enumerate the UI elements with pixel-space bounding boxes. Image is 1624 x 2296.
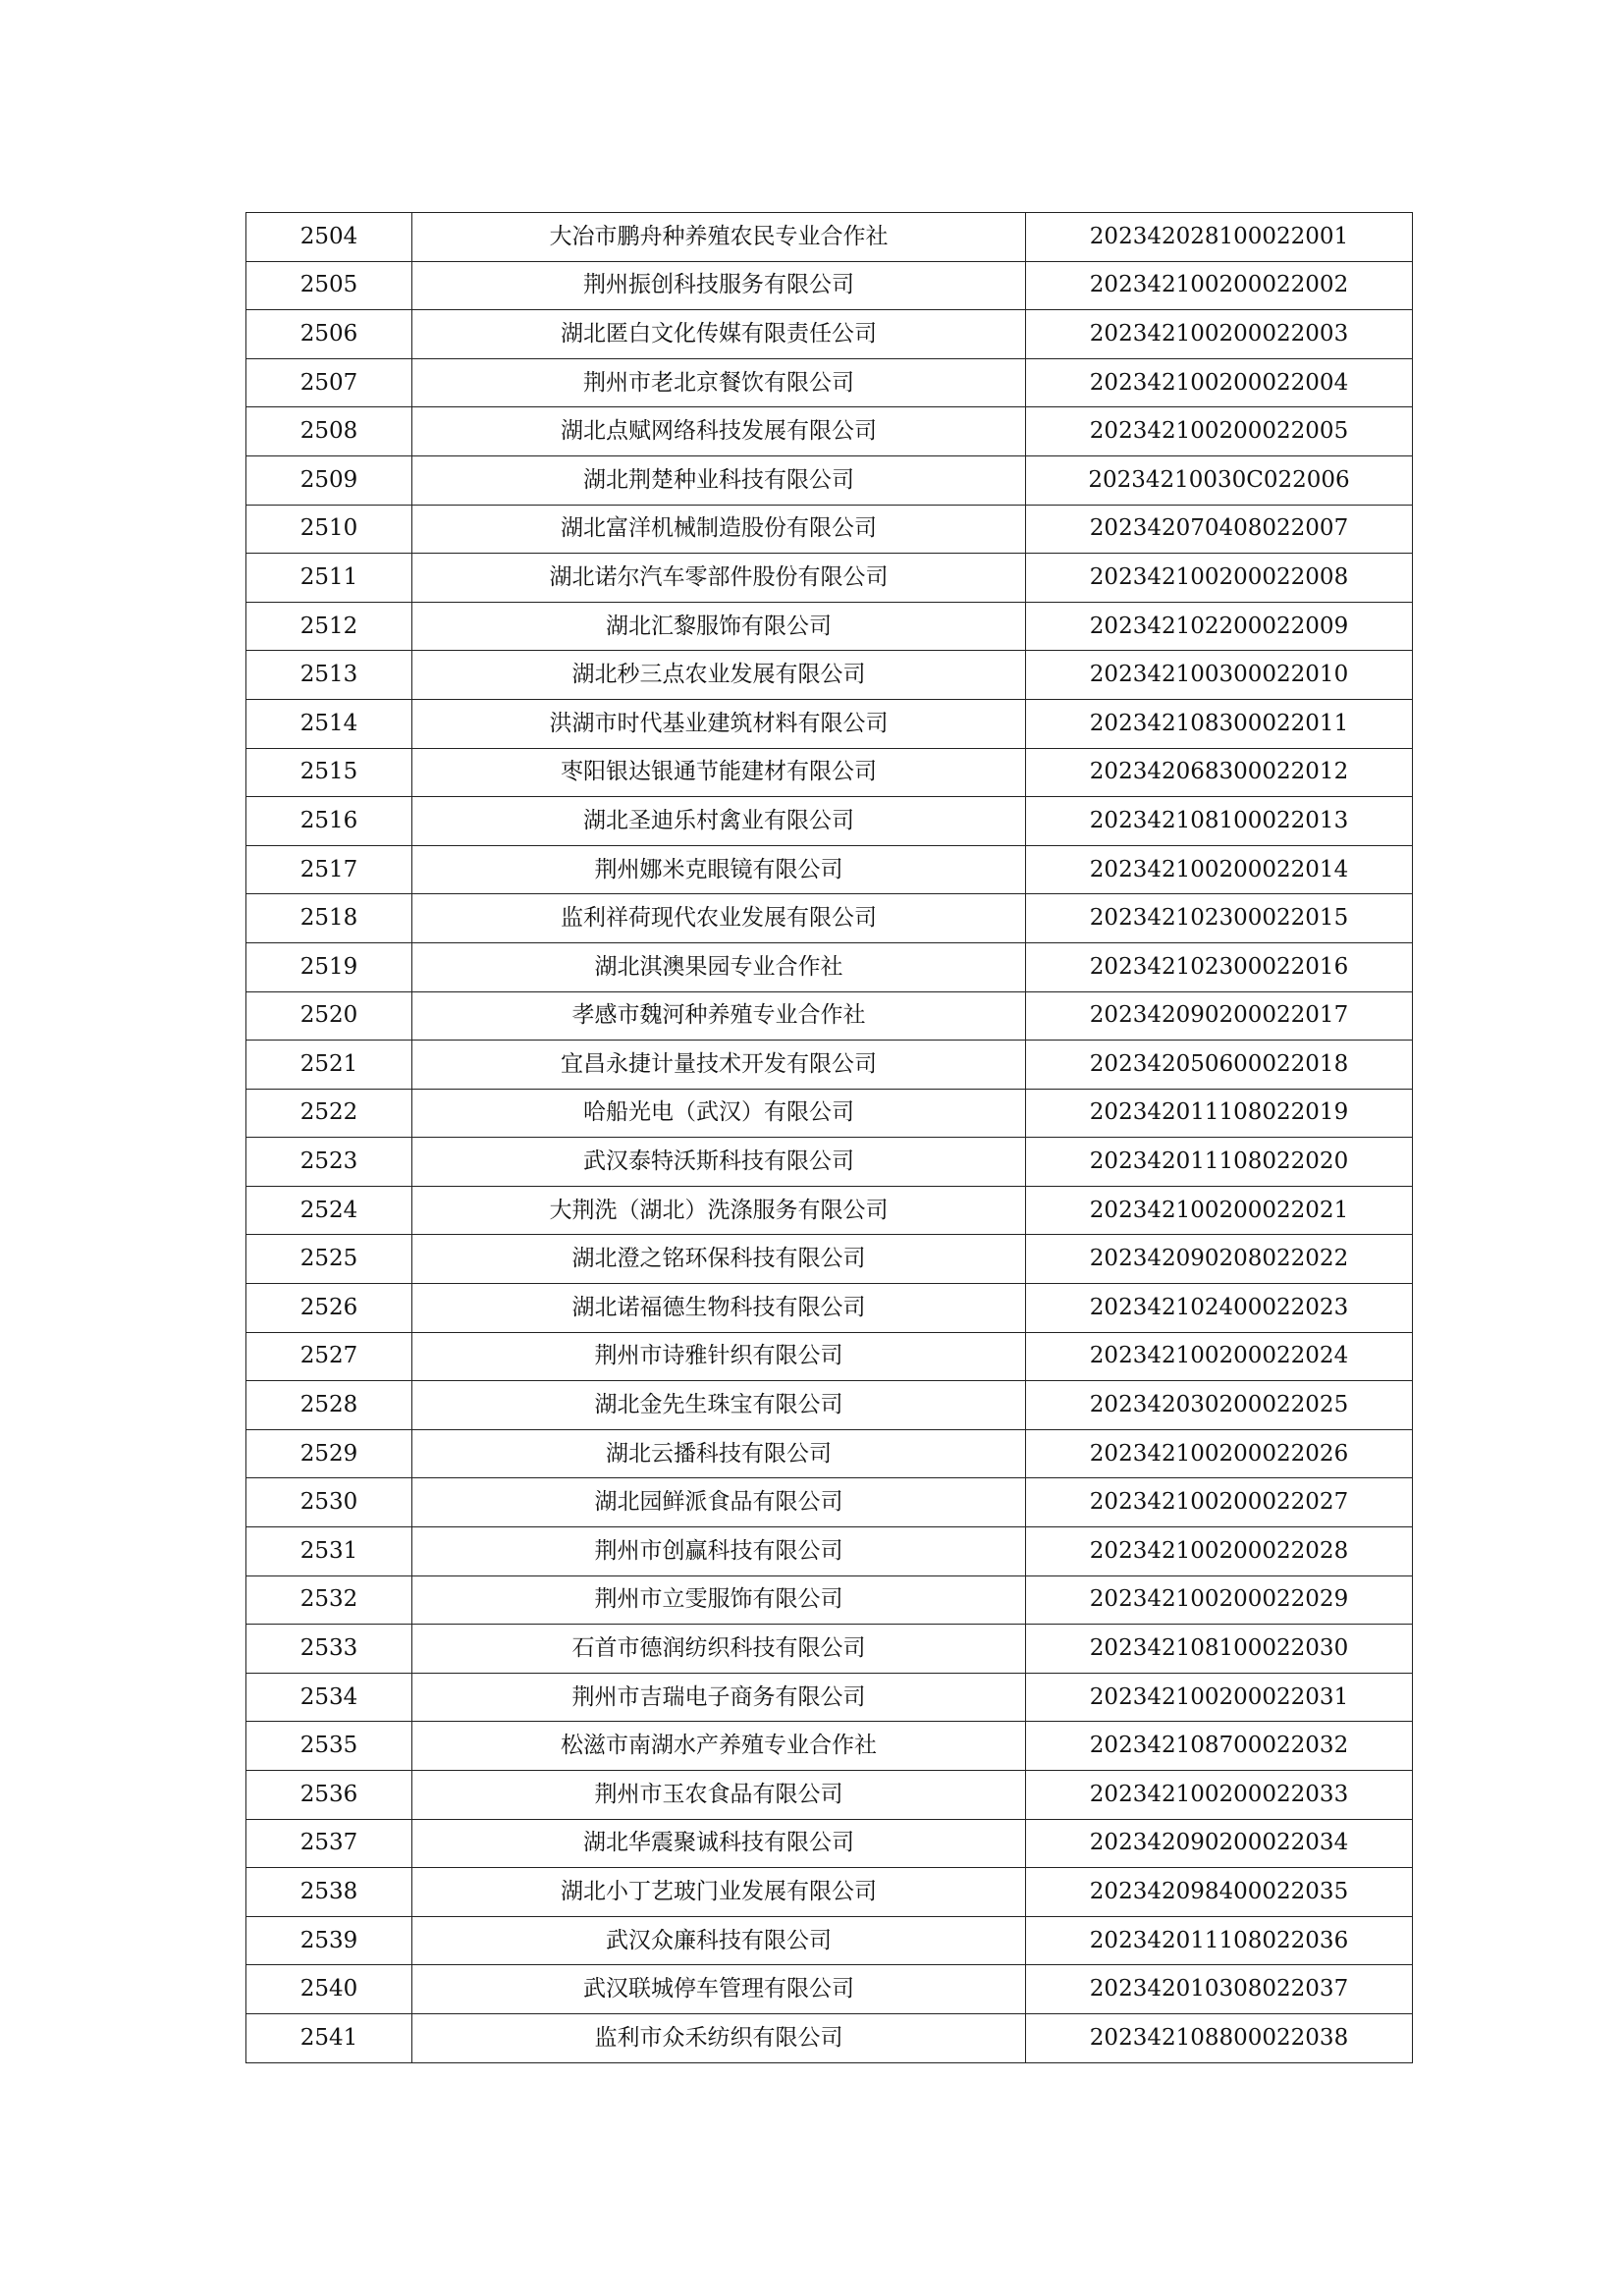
table-row <box>246 1235 1413 1284</box>
registration-code-cell: 20234210030C022006 <box>1026 455 1413 505</box>
registration-code-cell: 202342090200022017 <box>1026 991 1413 1041</box>
registration-code-cell: 202342100200022005 <box>1026 407 1413 456</box>
registration-code-cell: 202342100200022002 <box>1026 261 1413 310</box>
registration-code-cell: 202342011108022020 <box>1026 1138 1413 1187</box>
table-row <box>246 1332 1413 1381</box>
company-name-cell: 大荆洗（湖北）洗涤服务有限公司 <box>412 1186 1026 1235</box>
registration-code-cell: 202342108800022038 <box>1026 2013 1413 2062</box>
row-number-cell: 2532 <box>246 1575 412 1625</box>
registration-code-cell: 202342098400022035 <box>1026 1868 1413 1917</box>
company-name-cell: 荆州娜米克眼镜有限公司 <box>412 845 1026 894</box>
company-name-cell: 湖北云播科技有限公司 <box>412 1429 1026 1478</box>
row-number-cell: 2522 <box>246 1089 412 1138</box>
registration-code-cell: 202342100200022003 <box>1026 310 1413 359</box>
row-number-cell: 2510 <box>246 505 412 554</box>
table-row <box>246 1722 1413 1771</box>
table-row <box>246 1478 1413 1527</box>
company-name-cell: 湖北圣迪乐村禽业有限公司 <box>412 797 1026 846</box>
registration-code-cell: 202342102200022009 <box>1026 602 1413 651</box>
company-name-cell: 荆州市吉瑞电子商务有限公司 <box>412 1673 1026 1722</box>
table-row <box>246 1673 1413 1722</box>
company-name-cell: 孝感市魏河种养殖专业合作社 <box>412 991 1026 1041</box>
company-name-cell: 荆州振创科技服务有限公司 <box>412 261 1026 310</box>
table-row <box>246 699 1413 748</box>
company-name-cell: 荆州市玉农食品有限公司 <box>412 1771 1026 1820</box>
company-name-cell: 荆州市创赢科技有限公司 <box>412 1527 1026 1576</box>
registration-code-cell: 202342100200022008 <box>1026 554 1413 603</box>
table-row <box>246 894 1413 943</box>
registration-code-cell: 202342011108022019 <box>1026 1089 1413 1138</box>
company-name-cell: 石首市德润纺织科技有限公司 <box>412 1625 1026 1674</box>
company-name-cell: 监利祥荷现代农业发展有限公司 <box>412 894 1026 943</box>
registration-code-cell: 202342102400022023 <box>1026 1284 1413 1333</box>
table-row <box>246 991 1413 1041</box>
row-number-cell: 2506 <box>246 310 412 359</box>
row-number-cell: 2538 <box>246 1868 412 1917</box>
row-number-cell: 2516 <box>246 797 412 846</box>
company-name-cell: 武汉众廉科技有限公司 <box>412 1916 1026 1965</box>
row-number-cell: 2539 <box>246 1916 412 1965</box>
table-row <box>246 1575 1413 1625</box>
registration-code-cell: 202342010308022037 <box>1026 1965 1413 2014</box>
company-name-cell: 荆州市老北京餐饮有限公司 <box>412 358 1026 407</box>
row-number-cell: 2533 <box>246 1625 412 1674</box>
row-number-cell: 2518 <box>246 894 412 943</box>
table-row <box>246 1041 1413 1090</box>
row-number-cell: 2511 <box>246 554 412 603</box>
row-number-cell: 2536 <box>246 1771 412 1820</box>
registration-code-cell: 202342030200022025 <box>1026 1381 1413 1430</box>
row-number-cell: 2527 <box>246 1332 412 1381</box>
table-row <box>246 1916 1413 1965</box>
company-name-cell: 湖北汇黎服饰有限公司 <box>412 602 1026 651</box>
row-number-cell: 2541 <box>246 2013 412 2062</box>
registration-code-cell: 202342100200022014 <box>1026 845 1413 894</box>
table-row <box>246 2013 1413 2062</box>
table-row <box>246 213 1413 262</box>
company-name-cell: 湖北富洋机械制造股份有限公司 <box>412 505 1026 554</box>
row-number-cell: 2524 <box>246 1186 412 1235</box>
company-name-cell: 武汉泰特沃斯科技有限公司 <box>412 1138 1026 1187</box>
table-row <box>246 797 1413 846</box>
table-row <box>246 1527 1413 1576</box>
table-row <box>246 1771 1413 1820</box>
company-name-cell: 湖北诺福德生物科技有限公司 <box>412 1284 1026 1333</box>
company-name-cell: 大冶市鹏舟种养殖农民专业合作社 <box>412 213 1026 262</box>
table-row <box>246 455 1413 505</box>
company-name-cell: 湖北诺尔汽车零部件股份有限公司 <box>412 554 1026 603</box>
row-number-cell: 2537 <box>246 1819 412 1868</box>
row-number-cell: 2505 <box>246 261 412 310</box>
company-name-cell: 宜昌永捷计量技术开发有限公司 <box>412 1041 1026 1090</box>
company-name-cell: 湖北点赋网络科技发展有限公司 <box>412 407 1026 456</box>
registration-code-cell: 202342090208022022 <box>1026 1235 1413 1284</box>
table-row <box>246 1429 1413 1478</box>
row-number-cell: 2507 <box>246 358 412 407</box>
company-name-cell: 湖北秒三点农业发展有限公司 <box>412 651 1026 700</box>
company-name-cell: 武汉联城停车管理有限公司 <box>412 1965 1026 2014</box>
company-name-cell: 湖北荆楚种业科技有限公司 <box>412 455 1026 505</box>
row-number-cell: 2531 <box>246 1527 412 1576</box>
registration-code-cell: 202342050600022018 <box>1026 1041 1413 1090</box>
table-row <box>246 1965 1413 2014</box>
table-body <box>246 213 1413 2063</box>
registration-code-cell: 202342090200022034 <box>1026 1819 1413 1868</box>
registration-code-cell: 202342102300022016 <box>1026 942 1413 991</box>
registration-code-cell: 202342100200022026 <box>1026 1429 1413 1478</box>
row-number-cell: 2526 <box>246 1284 412 1333</box>
table-row <box>246 505 1413 554</box>
company-name-cell: 湖北匿白文化传媒有限责任公司 <box>412 310 1026 359</box>
registration-code-cell: 202342108100022030 <box>1026 1625 1413 1674</box>
row-number-cell: 2528 <box>246 1381 412 1430</box>
row-number-cell: 2534 <box>246 1673 412 1722</box>
company-registry-table <box>245 212 1413 2063</box>
row-number-cell: 2514 <box>246 699 412 748</box>
row-number-cell: 2508 <box>246 407 412 456</box>
row-number-cell: 2530 <box>246 1478 412 1527</box>
registration-code-cell: 202342108700022032 <box>1026 1722 1413 1771</box>
registration-code-cell: 202342102300022015 <box>1026 894 1413 943</box>
company-name-cell: 湖北金先生珠宝有限公司 <box>412 1381 1026 1430</box>
registration-code-cell: 202342100200022021 <box>1026 1186 1413 1235</box>
registration-code-cell: 202342100200022004 <box>1026 358 1413 407</box>
company-name-cell: 湖北华震聚诚科技有限公司 <box>412 1819 1026 1868</box>
company-name-cell: 湖北淇澳果园专业合作社 <box>412 942 1026 991</box>
registration-code-cell: 202342100200022031 <box>1026 1673 1413 1722</box>
registration-code-cell: 202342068300022012 <box>1026 748 1413 797</box>
company-name-cell: 湖北园鲜派食品有限公司 <box>412 1478 1026 1527</box>
table-row <box>246 1381 1413 1430</box>
table-row <box>246 407 1413 456</box>
table-row <box>246 1186 1413 1235</box>
table-row <box>246 1138 1413 1187</box>
row-number-cell: 2535 <box>246 1722 412 1771</box>
table-row <box>246 651 1413 700</box>
registration-code-cell: 202342028100022001 <box>1026 213 1413 262</box>
table-row <box>246 1089 1413 1138</box>
company-name-cell: 枣阳银达银通节能建材有限公司 <box>412 748 1026 797</box>
table-row <box>246 748 1413 797</box>
registration-code-cell: 202342011108022036 <box>1026 1916 1413 1965</box>
row-number-cell: 2521 <box>246 1041 412 1090</box>
table-row <box>246 602 1413 651</box>
registration-code-cell: 202342100300022010 <box>1026 651 1413 700</box>
row-number-cell: 2509 <box>246 455 412 505</box>
row-number-cell: 2504 <box>246 213 412 262</box>
table-row <box>246 1284 1413 1333</box>
row-number-cell: 2525 <box>246 1235 412 1284</box>
row-number-cell: 2512 <box>246 602 412 651</box>
table-row <box>246 1625 1413 1674</box>
company-name-cell: 监利市众禾纺织有限公司 <box>412 2013 1026 2062</box>
row-number-cell: 2519 <box>246 942 412 991</box>
row-number-cell: 2529 <box>246 1429 412 1478</box>
company-name-cell: 松滋市南湖水产养殖专业合作社 <box>412 1722 1026 1771</box>
table-row <box>246 1819 1413 1868</box>
table-row <box>246 845 1413 894</box>
registration-code-cell: 202342108100022013 <box>1026 797 1413 846</box>
company-name-cell: 湖北澄之铭环保科技有限公司 <box>412 1235 1026 1284</box>
row-number-cell: 2513 <box>246 651 412 700</box>
row-number-cell: 2540 <box>246 1965 412 2014</box>
registration-code-cell: 202342108300022011 <box>1026 699 1413 748</box>
table-row <box>246 310 1413 359</box>
company-name-cell: 湖北小丁艺玻门业发展有限公司 <box>412 1868 1026 1917</box>
row-number-cell: 2520 <box>246 991 412 1041</box>
row-number-cell: 2517 <box>246 845 412 894</box>
row-number-cell: 2515 <box>246 748 412 797</box>
registration-code-cell: 202342100200022029 <box>1026 1575 1413 1625</box>
row-number-cell: 2523 <box>246 1138 412 1187</box>
registration-code-cell: 202342100200022027 <box>1026 1478 1413 1527</box>
table-row <box>246 358 1413 407</box>
company-name-cell: 荆州市诗雅针织有限公司 <box>412 1332 1026 1381</box>
registration-code-cell: 202342100200022028 <box>1026 1527 1413 1576</box>
company-name-cell: 哈船光电（武汉）有限公司 <box>412 1089 1026 1138</box>
table-row <box>246 942 1413 991</box>
registration-code-cell: 202342100200022024 <box>1026 1332 1413 1381</box>
table-row <box>246 554 1413 603</box>
company-name-cell: 荆州市立雯服饰有限公司 <box>412 1575 1026 1625</box>
table-row <box>246 261 1413 310</box>
company-name-cell: 洪湖市时代基业建筑材料有限公司 <box>412 699 1026 748</box>
registration-code-cell: 202342100200022033 <box>1026 1771 1413 1820</box>
registration-code-cell: 202342070408022007 <box>1026 505 1413 554</box>
table-row <box>246 1868 1413 1917</box>
